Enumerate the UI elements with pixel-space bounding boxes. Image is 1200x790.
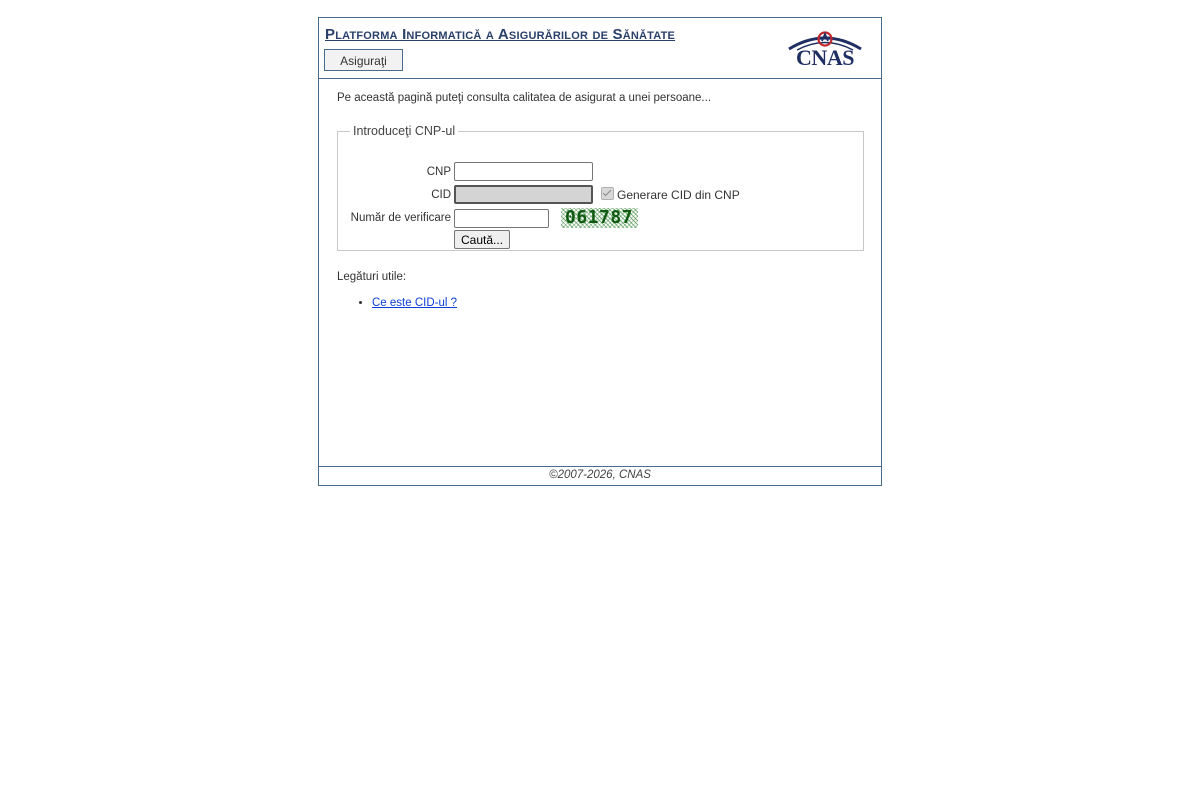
verify-input[interactable] [454,209,549,228]
main-frame [318,17,882,486]
generate-cid-checkbox[interactable] [601,187,614,200]
cid-input[interactable] [454,185,593,204]
cnp-input[interactable] [454,162,593,181]
logo-text: CNAS [796,45,854,70]
cid-info-link[interactable]: Ce este CID-ul ? [372,297,458,309]
site-title: Platforma Informatică a Asigurărilor de Sănătate [325,26,676,43]
links-title: Legături utile: [337,271,407,283]
useful-links-list [337,297,457,309]
search-button[interactable]: Caută... [454,230,510,249]
verify-label: Număr de verificare [350,212,451,224]
cid-row [338,185,740,204]
cnas-logo [787,29,863,69]
generate-cid-label: Generare CID din CNP [617,187,740,202]
intro-text: Pe această pagină puteţi consulta calitatea de asigurat a unei persoane... [337,92,712,104]
content-area [337,92,864,309]
search-row [454,230,510,249]
page-header [319,18,881,79]
cnp-row [338,162,593,181]
verify-row [338,208,638,228]
fieldset-legend: Introduceţi CNP-ul [353,124,456,138]
cid-label: CID [431,188,451,201]
cnp-label: CNP [426,165,451,178]
captcha-code: 061787 [565,207,634,228]
page-footer: ©2007-2026, CNAS [319,466,881,485]
generate-cid-option [601,188,740,202]
list-item [372,297,457,309]
captcha-image [561,208,638,228]
cnp-fieldset [337,124,864,251]
tab-asigurati[interactable]: Asiguraţi [324,49,403,71]
